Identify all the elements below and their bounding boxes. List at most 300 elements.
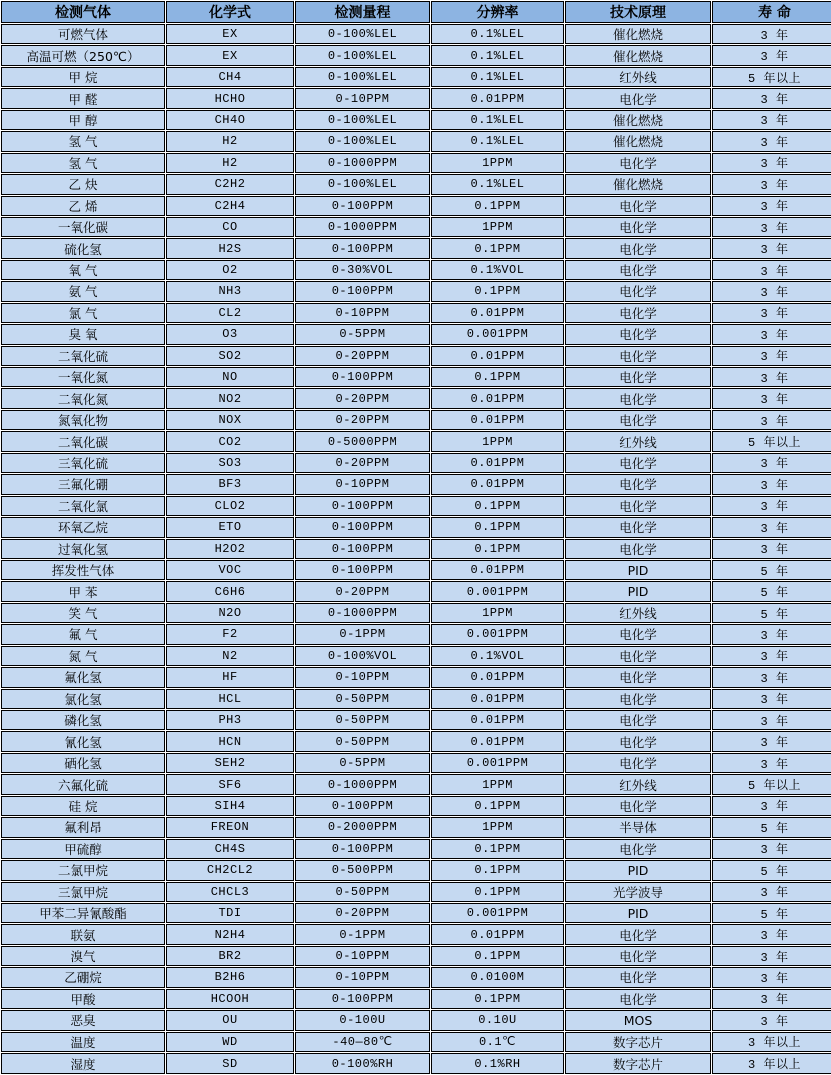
cell-lifespan: 3 年 xyxy=(712,131,831,151)
cell-resolution: 0.01PPM xyxy=(431,924,564,944)
table-row xyxy=(1,581,831,601)
cell-lifespan: 3 年以上 xyxy=(712,1053,831,1074)
cell-gas-name: 甲 醇 xyxy=(1,110,165,130)
cell-gas-name: 甲 苯 xyxy=(1,581,165,601)
cell-tech-principle: 电化学 xyxy=(565,731,711,751)
cell-gas-name: 笑 气 xyxy=(1,603,165,623)
cell-chemical-formula: C2H2 xyxy=(166,174,294,194)
cell-tech-principle: 红外线 xyxy=(565,774,711,794)
cell-chemical-formula: NO2 xyxy=(166,388,294,408)
cell-gas-name: 甲 烷 xyxy=(1,67,165,87)
cell-gas-name: 二氯甲烷 xyxy=(1,860,165,880)
cell-tech-principle: 电化学 xyxy=(565,453,711,473)
cell-resolution: 0.01PPM xyxy=(431,560,564,580)
cell-detection-range: 0-5PPM xyxy=(295,324,430,344)
cell-tech-principle: 电化学 xyxy=(565,753,711,773)
cell-resolution: 0.01PPM xyxy=(431,689,564,709)
column-header-lifespan: 寿 命 xyxy=(712,1,831,23)
cell-chemical-formula: OU xyxy=(166,1010,294,1030)
cell-tech-principle: 电化学 xyxy=(565,238,711,258)
cell-tech-principle: 电化学 xyxy=(565,646,711,666)
cell-resolution: 0.1%LEL xyxy=(431,24,564,44)
cell-resolution: 1PPM xyxy=(431,217,564,237)
cell-lifespan: 3 年 xyxy=(712,517,831,537)
table-row xyxy=(1,196,831,216)
cell-tech-principle: PID xyxy=(565,860,711,880)
cell-resolution: 0.01PPM xyxy=(431,710,564,730)
cell-resolution: 0.1PPM xyxy=(431,238,564,258)
cell-detection-range: 0-20PPM xyxy=(295,410,430,430)
cell-detection-range: 0-20PPM xyxy=(295,903,430,923)
cell-resolution: 0.1PPM xyxy=(431,989,564,1009)
cell-detection-range: 0-100PPM xyxy=(295,989,430,1009)
table-row xyxy=(1,260,831,280)
cell-resolution: 0.0100M xyxy=(431,967,564,987)
cell-gas-name: 二氧化碳 xyxy=(1,431,165,451)
cell-gas-name: 二氧化硫 xyxy=(1,346,165,366)
cell-lifespan: 3 年 xyxy=(712,882,831,902)
cell-tech-principle: 电化学 xyxy=(565,410,711,430)
cell-lifespan: 3 年 xyxy=(712,217,831,237)
cell-lifespan: 3 年 xyxy=(712,45,831,65)
cell-chemical-formula: FREON xyxy=(166,817,294,837)
cell-lifespan: 5 年 xyxy=(712,603,831,623)
cell-detection-range: 0-100PPM xyxy=(295,539,430,559)
table-row xyxy=(1,517,831,537)
cell-detection-range: 0-100%LEL xyxy=(295,24,430,44)
table-row xyxy=(1,388,831,408)
cell-gas-name: 甲硫醇 xyxy=(1,839,165,859)
table-row xyxy=(1,860,831,880)
cell-resolution: 0.1%RH xyxy=(431,1053,564,1074)
cell-resolution: 0.01PPM xyxy=(431,667,564,687)
cell-detection-range: 0-100PPM xyxy=(295,796,430,816)
cell-chemical-formula: SF6 xyxy=(166,774,294,794)
cell-detection-range: 0-10PPM xyxy=(295,967,430,987)
cell-gas-name: 一氧化碳 xyxy=(1,217,165,237)
cell-resolution: 0.01PPM xyxy=(431,474,564,494)
table-row xyxy=(1,1032,831,1052)
cell-gas-name: 乙 烯 xyxy=(1,196,165,216)
table-row xyxy=(1,24,831,44)
cell-lifespan: 3 年 xyxy=(712,367,831,387)
table-row xyxy=(1,474,831,494)
cell-chemical-formula: SIH4 xyxy=(166,796,294,816)
cell-detection-range: 0-100PPM xyxy=(295,517,430,537)
cell-detection-range: 0-10PPM xyxy=(295,946,430,966)
cell-gas-name: 过氧化氢 xyxy=(1,539,165,559)
cell-tech-principle: 电化学 xyxy=(565,260,711,280)
cell-detection-range: 0-50PPM xyxy=(295,731,430,751)
table-row xyxy=(1,753,831,773)
table-row xyxy=(1,346,831,366)
cell-lifespan: 5 年 xyxy=(712,903,831,923)
cell-lifespan: 3 年 xyxy=(712,924,831,944)
cell-resolution: 1PPM xyxy=(431,153,564,173)
cell-detection-range: 0-100%LEL xyxy=(295,131,430,151)
cell-gas-name: 二氧化氯 xyxy=(1,496,165,516)
cell-tech-principle: 红外线 xyxy=(565,67,711,87)
cell-tech-principle: 电化学 xyxy=(565,281,711,301)
cell-lifespan: 3 年 xyxy=(712,174,831,194)
table-row xyxy=(1,624,831,644)
table-row xyxy=(1,431,831,451)
cell-chemical-formula: PH3 xyxy=(166,710,294,730)
cell-tech-principle: 电化学 xyxy=(565,967,711,987)
cell-resolution: 0.001PPM xyxy=(431,903,564,923)
cell-gas-name: 甲苯二异氰酸酯 xyxy=(1,903,165,923)
cell-tech-principle: MOS xyxy=(565,1010,711,1030)
cell-resolution: 0.1PPM xyxy=(431,860,564,880)
table-row xyxy=(1,839,831,859)
cell-resolution: 0.1%LEL xyxy=(431,45,564,65)
cell-detection-range: 0-100%LEL xyxy=(295,45,430,65)
cell-gas-name: 硒化氢 xyxy=(1,753,165,773)
cell-lifespan: 3 年 xyxy=(712,667,831,687)
column-header-principle: 技术原理 xyxy=(565,1,711,23)
cell-chemical-formula: WD xyxy=(166,1032,294,1052)
table-row xyxy=(1,731,831,751)
cell-resolution: 0.1%VOL xyxy=(431,260,564,280)
cell-gas-name: 氟化氢 xyxy=(1,667,165,687)
table-row xyxy=(1,989,831,1009)
cell-tech-principle: 光学波导 xyxy=(565,882,711,902)
cell-gas-name: 三氧化硫 xyxy=(1,453,165,473)
cell-chemical-formula: SEH2 xyxy=(166,753,294,773)
table-row xyxy=(1,882,831,902)
table-row xyxy=(1,174,831,194)
cell-tech-principle: 催化燃烧 xyxy=(565,24,711,44)
cell-lifespan: 3 年 xyxy=(712,281,831,301)
cell-resolution: 0.10U xyxy=(431,1010,564,1030)
cell-lifespan: 5 年 xyxy=(712,817,831,837)
column-header-gas: 检测气体 xyxy=(1,1,165,23)
cell-resolution: 0.1PPM xyxy=(431,496,564,516)
cell-lifespan: 3 年 xyxy=(712,303,831,323)
cell-chemical-formula: CH4S xyxy=(166,839,294,859)
cell-detection-range: 0-20PPM xyxy=(295,346,430,366)
cell-gas-name: 氧 气 xyxy=(1,260,165,280)
table-row xyxy=(1,110,831,130)
cell-gas-name: 溴气 xyxy=(1,946,165,966)
cell-chemical-formula: CLO2 xyxy=(166,496,294,516)
table-row xyxy=(1,217,831,237)
cell-detection-range: 0-10PPM xyxy=(295,474,430,494)
cell-chemical-formula: SO2 xyxy=(166,346,294,366)
table-row xyxy=(1,131,831,151)
cell-lifespan: 3 年 xyxy=(712,624,831,644)
cell-resolution: 0.01PPM xyxy=(431,453,564,473)
cell-gas-name: 氮 气 xyxy=(1,646,165,666)
cell-gas-name: 挥发性气体 xyxy=(1,560,165,580)
cell-gas-name: 可燃气体 xyxy=(1,24,165,44)
cell-resolution: 0.1%LEL xyxy=(431,67,564,87)
table-row xyxy=(1,774,831,794)
cell-detection-range: 0-500PPM xyxy=(295,860,430,880)
column-header-range: 检测量程 xyxy=(295,1,430,23)
cell-gas-name: 氢 气 xyxy=(1,131,165,151)
cell-chemical-formula: EX xyxy=(166,24,294,44)
table-row xyxy=(1,903,831,923)
cell-lifespan: 3 年 xyxy=(712,539,831,559)
cell-gas-name: 氟利昂 xyxy=(1,817,165,837)
cell-chemical-formula: NOX xyxy=(166,410,294,430)
cell-gas-name: 氯 气 xyxy=(1,303,165,323)
cell-tech-principle: 电化学 xyxy=(565,689,711,709)
cell-detection-range: 0-1000PPM xyxy=(295,774,430,794)
cell-detection-range: 0-1PPM xyxy=(295,624,430,644)
cell-chemical-formula: N2O xyxy=(166,603,294,623)
cell-lifespan: 5 年以上 xyxy=(712,774,831,794)
cell-resolution: 0.01PPM xyxy=(431,88,564,108)
cell-detection-range: 0-100PPM xyxy=(295,496,430,516)
cell-chemical-formula: HCHO xyxy=(166,88,294,108)
cell-tech-principle: 电化学 xyxy=(565,624,711,644)
cell-resolution: 0.001PPM xyxy=(431,753,564,773)
cell-tech-principle: 数字芯片 xyxy=(565,1053,711,1074)
cell-detection-range: 0-100PPM xyxy=(295,560,430,580)
table-row xyxy=(1,646,831,666)
cell-chemical-formula: HCOOH xyxy=(166,989,294,1009)
cell-tech-principle: 电化学 xyxy=(565,346,711,366)
cell-chemical-formula: CO xyxy=(166,217,294,237)
cell-lifespan: 3 年 xyxy=(712,388,831,408)
cell-gas-name: 六氟化硫 xyxy=(1,774,165,794)
cell-lifespan: 3 年 xyxy=(712,796,831,816)
cell-tech-principle: 电化学 xyxy=(565,989,711,1009)
cell-detection-range: 0-10PPM xyxy=(295,303,430,323)
cell-tech-principle: 电化学 xyxy=(565,196,711,216)
cell-gas-name: 二氧化氮 xyxy=(1,388,165,408)
cell-lifespan: 3 年 xyxy=(712,689,831,709)
cell-lifespan: 3 年 xyxy=(712,967,831,987)
cell-tech-principle: 电化学 xyxy=(565,303,711,323)
cell-detection-range: 0-50PPM xyxy=(295,710,430,730)
cell-detection-range: 0-100PPM xyxy=(295,281,430,301)
cell-detection-range: 0-20PPM xyxy=(295,581,430,601)
cell-resolution: 0.1PPM xyxy=(431,882,564,902)
cell-gas-name: 磷化氢 xyxy=(1,710,165,730)
cell-gas-name: 联氨 xyxy=(1,924,165,944)
cell-lifespan: 5 年以上 xyxy=(712,431,831,451)
table-row xyxy=(1,88,831,108)
cell-chemical-formula: NO xyxy=(166,367,294,387)
cell-lifespan: 3 年 xyxy=(712,946,831,966)
cell-detection-range: 0-1PPM xyxy=(295,924,430,944)
cell-tech-principle: 红外线 xyxy=(565,603,711,623)
cell-chemical-formula: SO3 xyxy=(166,453,294,473)
cell-gas-name: 高温可燃（250℃） xyxy=(1,45,165,65)
cell-detection-range: 0-100%VOL xyxy=(295,646,430,666)
cell-lifespan: 3 年 xyxy=(712,1010,831,1030)
cell-resolution: 0.001PPM xyxy=(431,581,564,601)
cell-gas-name: 硅 烷 xyxy=(1,796,165,816)
cell-detection-range: 0-100%LEL xyxy=(295,67,430,87)
cell-tech-principle: 电化学 xyxy=(565,474,711,494)
cell-chemical-formula: HCL xyxy=(166,689,294,709)
cell-chemical-formula: BR2 xyxy=(166,946,294,966)
cell-resolution: 1PPM xyxy=(431,603,564,623)
cell-lifespan: 3 年 xyxy=(712,753,831,773)
table-row xyxy=(1,689,831,709)
cell-tech-principle: 电化学 xyxy=(565,924,711,944)
cell-lifespan: 3 年 xyxy=(712,453,831,473)
cell-chemical-formula: CH4O xyxy=(166,110,294,130)
cell-lifespan: 5 年 xyxy=(712,560,831,580)
cell-detection-range: 0-2000PPM xyxy=(295,817,430,837)
table-body xyxy=(1,24,831,1074)
cell-gas-name: 臭 氧 xyxy=(1,324,165,344)
cell-detection-range: -40—80℃ xyxy=(295,1032,430,1052)
table-row xyxy=(1,367,831,387)
cell-resolution: 0.01PPM xyxy=(431,731,564,751)
cell-resolution: 0.01PPM xyxy=(431,346,564,366)
cell-lifespan: 5 年 xyxy=(712,860,831,880)
table-row xyxy=(1,967,831,987)
cell-gas-name: 氨 气 xyxy=(1,281,165,301)
table-row xyxy=(1,281,831,301)
cell-detection-range: 0-30%VOL xyxy=(295,260,430,280)
cell-gas-name: 氰化氢 xyxy=(1,731,165,751)
table-row xyxy=(1,667,831,687)
cell-chemical-formula: SD xyxy=(166,1053,294,1074)
cell-lifespan: 3 年 xyxy=(712,646,831,666)
table-row xyxy=(1,45,831,65)
cell-gas-name: 环氧乙烷 xyxy=(1,517,165,537)
cell-gas-name: 氢 气 xyxy=(1,153,165,173)
cell-gas-name: 乙硼烷 xyxy=(1,967,165,987)
cell-lifespan: 3 年 xyxy=(712,24,831,44)
cell-resolution: 0.1PPM xyxy=(431,367,564,387)
table-row xyxy=(1,67,831,87)
cell-detection-range: 0-100PPM xyxy=(295,238,430,258)
cell-detection-range: 0-20PPM xyxy=(295,453,430,473)
cell-resolution: 1PPM xyxy=(431,817,564,837)
cell-lifespan: 3 年 xyxy=(712,410,831,430)
table-row xyxy=(1,796,831,816)
cell-resolution: 1PPM xyxy=(431,774,564,794)
cell-lifespan: 3 年 xyxy=(712,153,831,173)
cell-lifespan: 3 年以上 xyxy=(712,1032,831,1052)
cell-resolution: 0.1%LEL xyxy=(431,110,564,130)
cell-detection-range: 0-100%LEL xyxy=(295,174,430,194)
cell-detection-range: 0-1000PPM xyxy=(295,217,430,237)
cell-resolution: 0.01PPM xyxy=(431,410,564,430)
cell-lifespan: 3 年 xyxy=(712,196,831,216)
cell-chemical-formula: C2H4 xyxy=(166,196,294,216)
cell-chemical-formula: O3 xyxy=(166,324,294,344)
cell-detection-range: 0-100PPM xyxy=(295,367,430,387)
table-row xyxy=(1,603,831,623)
cell-lifespan: 3 年 xyxy=(712,474,831,494)
cell-tech-principle: 电化学 xyxy=(565,388,711,408)
cell-lifespan: 3 年 xyxy=(712,989,831,1009)
table-row xyxy=(1,710,831,730)
table-row xyxy=(1,324,831,344)
table-row xyxy=(1,817,831,837)
table-row xyxy=(1,153,831,173)
cell-lifespan: 3 年 xyxy=(712,731,831,751)
cell-resolution: 0.001PPM xyxy=(431,624,564,644)
cell-gas-name: 恶臭 xyxy=(1,1010,165,1030)
cell-chemical-formula: NH3 xyxy=(166,281,294,301)
cell-resolution: 0.1PPM xyxy=(431,839,564,859)
cell-tech-principle: 催化燃烧 xyxy=(565,45,711,65)
table-row xyxy=(1,1053,831,1074)
table-row xyxy=(1,946,831,966)
cell-chemical-formula: H2O2 xyxy=(166,539,294,559)
cell-chemical-formula: B2H6 xyxy=(166,967,294,987)
cell-lifespan: 3 年 xyxy=(712,346,831,366)
cell-resolution: 0.01PPM xyxy=(431,303,564,323)
cell-gas-name: 湿度 xyxy=(1,1053,165,1074)
cell-chemical-formula: BF3 xyxy=(166,474,294,494)
cell-detection-range: 0-50PPM xyxy=(295,689,430,709)
cell-gas-name: 三氯甲烷 xyxy=(1,882,165,902)
cell-chemical-formula: CHCL3 xyxy=(166,882,294,902)
cell-chemical-formula: O2 xyxy=(166,260,294,280)
cell-chemical-formula: HCN xyxy=(166,731,294,751)
table-row xyxy=(1,238,831,258)
cell-tech-principle: 电化学 xyxy=(565,667,711,687)
cell-chemical-formula: CH4 xyxy=(166,67,294,87)
table-row xyxy=(1,539,831,559)
cell-resolution: 0.1PPM xyxy=(431,517,564,537)
cell-chemical-formula: HF xyxy=(166,667,294,687)
cell-tech-principle: 电化学 xyxy=(565,946,711,966)
table-row xyxy=(1,496,831,516)
cell-chemical-formula: N2 xyxy=(166,646,294,666)
cell-tech-principle: PID xyxy=(565,903,711,923)
cell-detection-range: 0-100PPM xyxy=(295,839,430,859)
table-row xyxy=(1,924,831,944)
cell-tech-principle: 电化学 xyxy=(565,839,711,859)
cell-tech-principle: 电化学 xyxy=(565,324,711,344)
cell-resolution: 0.001PPM xyxy=(431,324,564,344)
cell-resolution: 0.1PPM xyxy=(431,281,564,301)
cell-tech-principle: 半导体 xyxy=(565,817,711,837)
cell-gas-name: 乙 炔 xyxy=(1,174,165,194)
cell-chemical-formula: F2 xyxy=(166,624,294,644)
table-row xyxy=(1,453,831,473)
cell-gas-name: 甲 醛 xyxy=(1,88,165,108)
cell-tech-principle: 电化学 xyxy=(565,539,711,559)
cell-lifespan: 3 年 xyxy=(712,324,831,344)
cell-gas-name: 硫化氢 xyxy=(1,238,165,258)
cell-lifespan: 3 年 xyxy=(712,496,831,516)
cell-resolution: 0.1PPM xyxy=(431,196,564,216)
cell-lifespan: 5 年 xyxy=(712,581,831,601)
cell-tech-principle: 催化燃烧 xyxy=(565,131,711,151)
cell-gas-name: 甲酸 xyxy=(1,989,165,1009)
table-row xyxy=(1,303,831,323)
cell-resolution: 1PPM xyxy=(431,431,564,451)
cell-lifespan: 3 年 xyxy=(712,839,831,859)
cell-detection-range: 0-10PPM xyxy=(295,667,430,687)
cell-detection-range: 0-10PPM xyxy=(295,88,430,108)
column-header-resolution: 分辨率 xyxy=(431,1,564,23)
table-row xyxy=(1,1010,831,1030)
cell-chemical-formula: H2 xyxy=(166,131,294,151)
cell-chemical-formula: CO2 xyxy=(166,431,294,451)
column-header-formula: 化学式 xyxy=(166,1,294,23)
cell-chemical-formula: VOC xyxy=(166,560,294,580)
cell-tech-principle: 红外线 xyxy=(565,431,711,451)
header-row xyxy=(1,1,831,23)
cell-resolution: 0.1PPM xyxy=(431,539,564,559)
cell-detection-range: 0-100%LEL xyxy=(295,110,430,130)
table-row xyxy=(1,410,831,430)
